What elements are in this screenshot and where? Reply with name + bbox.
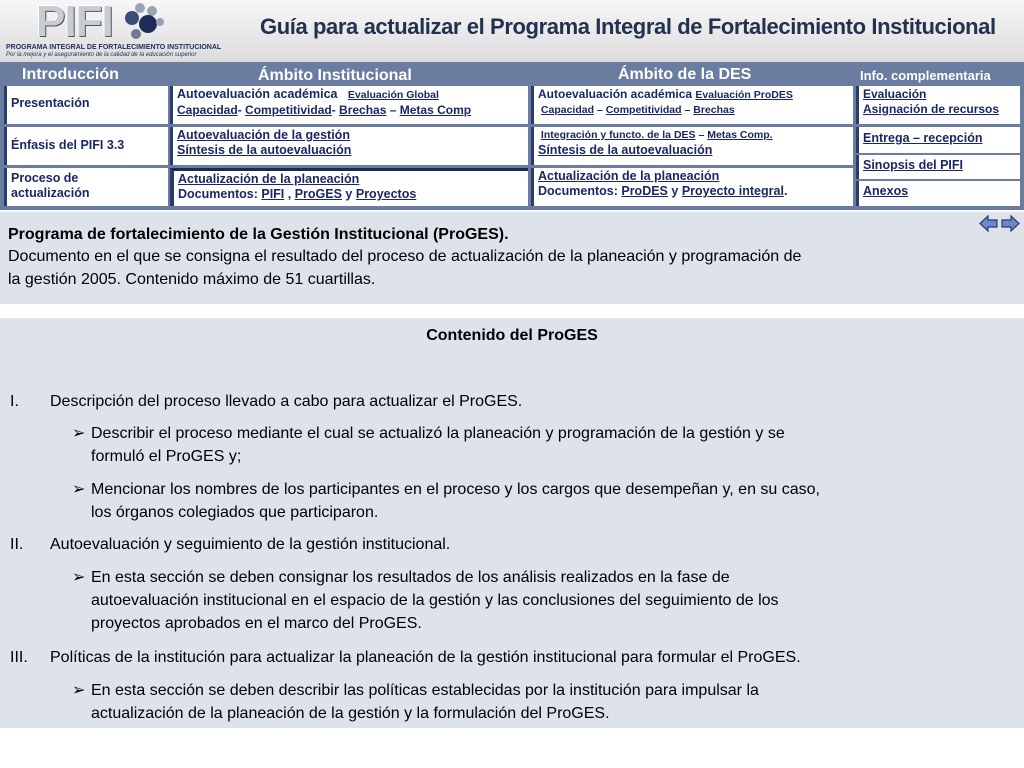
nav-des-integracion[interactable]: Integración y functo. de la DES – Metas Comp. Síntesis de la autoevaluación xyxy=(531,127,853,165)
inst-evaluacion-global-link[interactable]: Evaluación Global xyxy=(347,89,439,101)
section-2-title: Autoevaluación y seguimiento de la gestión institucional. xyxy=(50,536,451,553)
previous-arrow-icon[interactable] xyxy=(979,214,998,233)
logo-wordmark: PIFI xyxy=(36,0,113,46)
nav-enfasis[interactable] xyxy=(4,127,168,165)
inst-autoeval-gestion-link[interactable]: Autoevaluación de la gestión xyxy=(177,128,350,142)
nav-header-info-complementaria[interactable]: Info. complementaria xyxy=(860,68,991,83)
nav-proceso-label-2[interactable]: actualización xyxy=(11,186,90,200)
info-evaluacion-link[interactable]: Evaluación xyxy=(863,87,927,101)
info-sinopsis-link[interactable]: Sinopsis del PIFI xyxy=(863,158,964,172)
next-arrow-icon[interactable] xyxy=(1001,214,1020,233)
des-documentos-label: Documentos: xyxy=(538,184,618,198)
nav-enfasis-label[interactable]: Énfasis del PIFI 3.3 xyxy=(11,138,125,152)
separator xyxy=(0,304,1024,318)
nav-info-entrega[interactable] xyxy=(856,127,1020,153)
des-integracion-link[interactable]: Integración y functo. de la DES xyxy=(540,129,696,141)
nav-header-ambito-des[interactable]: Ámbito de la DES xyxy=(618,66,752,83)
section-1-bullet-1-line-2: formuló el ProGES y; xyxy=(91,448,242,465)
page-title: Guía para actualizar el Programa Integral de Fortalecimiento Institucional xyxy=(260,14,996,39)
des-competitividad-link[interactable]: Competitividad xyxy=(605,104,682,116)
inst-autoeval-academica[interactable]: Autoevaluación académica xyxy=(177,87,338,101)
section-3-bullet-1-line-2: actualización de la planeación de la gestión y la formulación del ProGES. xyxy=(91,705,610,722)
description-line-2: la gestión 2005. Contenido máximo de 51 cuartillas. xyxy=(8,271,376,288)
nav-header-introduccion[interactable]: Introducción xyxy=(22,66,119,83)
des-autoeval-academica[interactable]: Autoevaluación académica xyxy=(538,87,693,101)
content-panel xyxy=(0,318,1024,728)
nav-des-actualizacion[interactable]: Actualización de la planeación Documentos: ProDES y Proyecto integral. xyxy=(531,168,853,206)
nav-presentacion-label[interactable]: Presentación xyxy=(11,96,90,110)
pifi-logo xyxy=(2,0,222,60)
section-1-bullet-2-line-2: los órganos colegiados que participaron. xyxy=(91,504,379,521)
logo-subtitle: PROGRAMA INTEGRAL DE FORTALECIMIENTO INSTITUCIONAL xyxy=(6,44,222,51)
inst-documentos-label: Documentos: xyxy=(178,187,258,201)
nav-des-autoevaluacion-academica[interactable]: Autoevaluación académica Evaluación ProDES Capacidad – Competitividad – Brechas xyxy=(531,86,853,124)
inst-pifi-link[interactable]: PIFI xyxy=(261,187,285,201)
nav-header-ambito-institucional[interactable]: Ámbito Institucional xyxy=(258,67,412,84)
section-1-title: Descripción del proceso llevado a cabo para actualizar el ProGES. xyxy=(50,393,523,410)
section-2-bullet-1-line-2: autoevaluación institucional en el espacio de la gestión y las conclusiones del seguimiento de los xyxy=(91,592,779,609)
nav-info-sinopsis[interactable] xyxy=(856,155,1020,179)
des-actualizacion-link[interactable]: Actualización de la planeación xyxy=(538,169,720,183)
section-3-bullet-1-line-1: En esta sección se deben describir las políticas establecidas por la institución para impulsar la xyxy=(91,682,759,699)
logo-tagline: Por la mejora y el aseguramiento de la calidad de la educación superior xyxy=(6,52,197,58)
section-1-numeral: I. xyxy=(10,393,19,410)
section-1-bullet-1-line-1: Describir el proceso mediante el cual se actualizó la planeación y programación de la gestión y se xyxy=(91,425,785,442)
nav-proceso-label-1[interactable]: Proceso de xyxy=(11,171,79,185)
info-asignacion-link[interactable]: Asignación de recursos xyxy=(863,102,1000,116)
nav-inst-actualizacion[interactable]: Actualización de la planeación Documentos: PIFI , ProGES y Proyectos xyxy=(170,168,528,206)
bullet-arrow-icon: ➢ xyxy=(72,682,86,699)
header xyxy=(0,0,1024,62)
nav-inst-autoevaluacion-gestion[interactable] xyxy=(170,127,528,165)
des-evaluacion-prodes-link[interactable]: Evaluación ProDES xyxy=(695,89,793,101)
des-metas-comp-link[interactable]: Metas Comp. xyxy=(707,129,773,141)
inst-metas-comp-link[interactable]: Metas Comp xyxy=(399,103,472,117)
inst-actualizacion-link[interactable]: Actualización de la planeación xyxy=(178,172,360,186)
section-1-bullet-2-line-1: Mencionar los nombres de los participantes en el proceso y los cargos que desempeñan y, en su caso, xyxy=(91,481,820,498)
des-prodes-link[interactable]: ProDES xyxy=(621,184,668,198)
des-sintesis-link[interactable]: Síntesis de la autoevaluación xyxy=(538,143,713,157)
nav-proceso-actualizacion[interactable] xyxy=(4,168,168,206)
des-capacidad-link[interactable]: Capacidad xyxy=(540,104,595,116)
inst-proyectos-link[interactable]: Proyectos xyxy=(355,187,417,201)
bullet-arrow-icon: ➢ xyxy=(72,425,86,442)
description-title: Programa de fortalecimiento de la Gestión Institucional (ProGES). xyxy=(8,226,509,243)
content-heading: Contenido del ProGES xyxy=(426,327,598,344)
section-2-bullet-1-line-3: proyectos aprobados en el marco del ProGES. xyxy=(91,615,422,632)
section-3-title: Políticas de la institución para actualizar la planeación de la gestión institucional para formular el ProGES. xyxy=(50,649,801,666)
inst-capacidad-link[interactable]: Capacidad xyxy=(177,103,238,117)
logo-dots-icon xyxy=(118,2,166,42)
inst-proges-link[interactable]: ProGES xyxy=(294,187,342,201)
inst-competitividad-link[interactable]: Competitividad xyxy=(245,103,332,117)
document-description xyxy=(0,212,1024,304)
nav-inst-autoevaluacion-academica[interactable]: Autoevaluación académica Evaluación Global Capacidad- Competitividad- Brechas – Metas Comp xyxy=(170,86,528,124)
des-brechas-link[interactable]: Brechas xyxy=(693,104,735,116)
info-entrega-link[interactable]: Entrega – recepción xyxy=(863,131,983,145)
inst-sintesis-link[interactable]: Síntesis de la autoevaluación xyxy=(177,143,352,157)
section-2-numeral: II. xyxy=(10,536,24,553)
nav-info-anexos[interactable] xyxy=(856,181,1020,206)
section-3-numeral: III. xyxy=(10,649,28,666)
bullet-arrow-icon: ➢ xyxy=(72,569,86,586)
info-anexos-link[interactable]: Anexos xyxy=(863,184,909,198)
nav-info-evaluacion[interactable] xyxy=(856,86,1020,124)
description-line-1: Documento en el que se consigna el resultado del proceso de actualización de la planeación y programación de xyxy=(8,248,802,265)
des-proyecto-integral-link[interactable]: Proyecto integral xyxy=(681,184,784,198)
inst-brechas-link[interactable]: Brechas xyxy=(339,103,387,117)
bullet-arrow-icon: ➢ xyxy=(72,481,86,498)
section-2-bullet-1-line-1: En esta sección se deben consignar los resultados de los análisis realizados en la fase de xyxy=(91,569,730,586)
nav-presentacion[interactable] xyxy=(4,86,168,124)
